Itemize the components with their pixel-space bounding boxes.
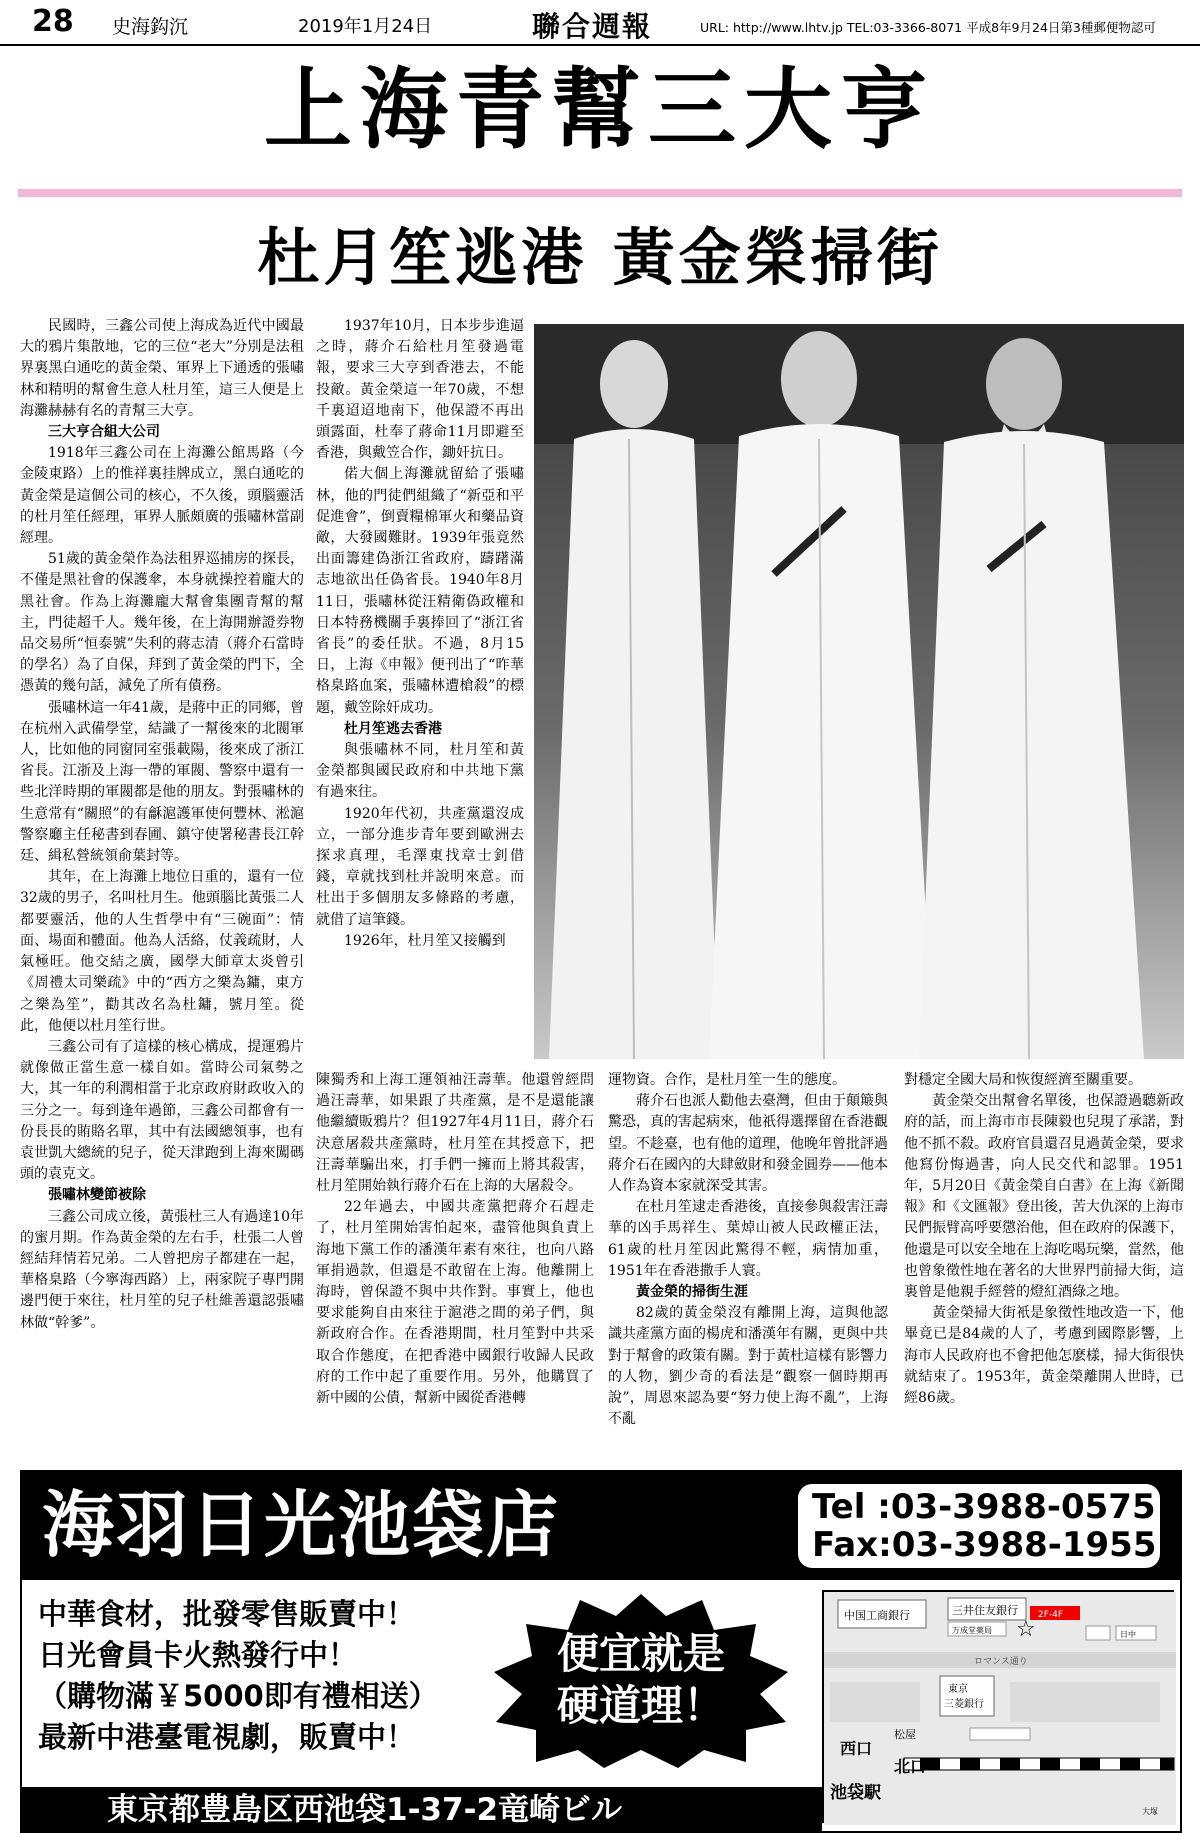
three-men-photo: [534, 324, 1184, 1059]
article-paragraph: 1918年三鑫公司在上海灘公館馬路（今金陵東路）上的惟祥裏挂牌成立，黑白通吃的黃金榮是這個公司的核心，不久後，頭腦靈活的杜月笙任經理，軍界人脈頗廣的張嘯林當副經理。: [20, 445, 304, 547]
article-paragraph: 51歲的黃金榮作為法租界巡捕房的探長，不僅是黑社會的保護傘，本身就操控着龐大的黑社會。作為上海灘龐大幫會集團青幫的幫主，門徒超千人。幾年後，在上海開辦證券物品交易所“恒泰號”失利的蔣志清（蔣介石當時的學名）為了自保，拜到了黃金榮的門下，全憑黃的幾句話，減免了所有債務。: [20, 551, 304, 695]
map-west-exit: 西口: [840, 1739, 873, 1758]
phone-box: [798, 1484, 1160, 1568]
map-matsuya: 松屋: [894, 1728, 916, 1741]
section-heading: 杜月笙逃去香港: [344, 720, 442, 737]
article-paragraph: 三鑫公司成立後，黃張杜三人有過達10年的蜜月期。作為黃金榮的左右手，杜張二人曾經結拜情若兄弟。二人曾把房子都建在一起，華格臬路（今寧海西路）上，兩家院子專門開邊門便于來往，杜月笙的兒子杜維善還認張嘯林做“幹爹”。: [20, 1208, 304, 1331]
article-paragraph: 陳獨秀和上海工運領袖汪壽華。他還曾經問過汪壽華，如果跟了共產黨，是不是還能讓他繼續販鴉片？但1927年4月11日，蔣介石決意屠殺共產黨時，杜月笙在其授意下，把汪壽華騙出來，打手們一擁而上將其殺害，杜月笙開始執行蔣介石在上海的大屠殺令。: [316, 1072, 594, 1195]
article-paragraph: 在杜月笙逮走香港後，直接參與殺害汪壽華的凶手馬祥生、葉焯山被人民政權正法，61歲的杜月笙因此驚得不輕，病情加重，1951年在香港撒手人寰。: [608, 1199, 888, 1279]
map-drawing: [824, 1592, 1176, 1825]
article-paragraph: 黃金榮掃大街衹是象徵性地改造一下，他畢竟已是84歲的人了，考慮到國際影響，上海市人民政府也不會把他怎麽樣，掃大街很快就結束了。1953年，黃金榮離開人世時，已經86歲。: [904, 1305, 1184, 1407]
article-paragraph: 三鑫公司有了這樣的核心構成，提運鴉片就像做正當生意一樣自如。當時公司氣勢之大，其一年的利潤相當于北京政府財政收入的三分之一。每到逢年過節，三鑫公司都會有一份長長的賄賂名單，其中有法國總領事，也有袁世凱大總統的兒子，從天津跑到上海來闖碼頭的袁克文。: [20, 1038, 304, 1183]
article-column-5: [904, 1070, 1184, 1407]
article-paragraph: 1926年，杜月笙又接觸到: [344, 932, 506, 949]
figure-left: [549, 340, 719, 1059]
subheadline: 杜月笙逃港 黃金榮掃街: [257, 221, 943, 294]
map-pharmacy: 万成堂薬局: [952, 1626, 992, 1635]
paper-logo: 聯合週報: [532, 10, 653, 43]
promo-list: [38, 1594, 438, 1758]
tel-number: Tel :03-3988-0575: [812, 1487, 1156, 1527]
masthead: [0, 0, 1200, 46]
map-bank-3-line-1: 東京: [948, 1684, 968, 1695]
page-number: 28: [32, 4, 74, 39]
promo-line: 最新中港臺電視劇，販賣中！: [38, 1720, 416, 1754]
slogan-line-1: 便宜就是: [556, 1629, 725, 1678]
article-paragraph: 黃金榮交出幫會名單後，也保證過聽新政府的話，而上海市市長陳毅也兒現了承諾，對他不抓不殺。政府官員還召見過黃金榮，要求他寫份悔過書，向人民交代和認罪。1951年，5月20日《黃金榮自白書》在上海《新聞報》和《文匯報》登出後，苦大仇深的上海市民們振臂高呼要懲治他，但在政府的保護下，他還是可以安全地在上海吃喝玩樂，當然，他也曾象徵性地在著名的大世界門前掃大街，這裏曾是他親手經營的燈紅酒綠之地。: [904, 1093, 1184, 1301]
contact-line: URL: http://www.lhtv.jp TEL:03-3366-8071 平成8年9月24日第3種郵便物認可: [700, 20, 1156, 35]
pink-divider: [18, 189, 1182, 197]
section-name: 史海鈎沉: [112, 16, 189, 38]
fax-number: Fax:03-3988-1955: [812, 1525, 1157, 1565]
store-map: [822, 1590, 1174, 1823]
shop-address: 東京都豊島区西池袋1-37-2竜崎ビル: [22, 1787, 822, 1833]
map-station: 池袋駅: [830, 1783, 881, 1803]
article-column-1: [20, 316, 304, 1356]
promo-line: 日光會員卡火熱發行中！: [38, 1638, 358, 1672]
article-paragraph: 民國時，三鑫公司使上海成為近代中國最大的鴉片集散地，它的三位“老大”分別是法租界裏黑白通吃的黃金榮、軍界上下通透的張嘯林和精明的幫會生意人杜月笙，這三人便是上海灘赫赫有名的青幫三大亨。: [20, 318, 304, 419]
map-bank-3-line-2: 三菱銀行: [944, 1699, 984, 1710]
historical-photo: [534, 324, 1184, 1059]
ad-banner: [20, 1470, 1182, 1580]
map-bank-2: 三井住友銀行: [952, 1604, 1018, 1617]
map-avenue: 大塚: [1142, 1807, 1158, 1816]
issue-date: 2019年1月24日: [298, 16, 433, 37]
article-paragraph: 其年，在上海灘上地位日重的，還有一位32歲的男子，名叫杜月生。他頭腦比黃張二人都要靈活，他的人生哲學中有“三碗面”：情面、場面和體面。他為人活絡，仗義疏財，人氣極旺。他交結之廣，國學大師章太炎曾引《周禮太司樂疏》中的“西方之樂為鏞，東方之樂為笙”，勸其改名為杜鏞，號月笙。從此，他便以杜月笙行世。: [20, 869, 304, 1034]
headline: 上海青幫三大亨: [263, 58, 936, 161]
promo-line: 中華食材，批發零售販賣中！: [38, 1597, 416, 1631]
slogan-burst: [488, 1594, 794, 1768]
article-paragraph: 1937年10月，日本步步進逼之時，蔣介石給杜月笙發過電報，要求三大亨到香港去，不能投敵。黃金榮這一年70歲，不想千裏迢迢地南下，他保證不再出頭露面，杜奉了蔣命11月即避至香港，與戴笠合作，鋤奸抗日。: [316, 318, 524, 462]
article-column-2: [316, 316, 524, 1073]
article-paragraph: 82歲的黃金榮沒有離開上海，這與他認識共產黨方面的楊虎和潘漢年有關，更與中共對于幫會的政策有關。對于黃杜這樣有影響力的人物，劉少奇的看法是“觀察一個時期再說”，周恩來認為要“努力使上海不亂”，上海不亂: [608, 1305, 888, 1428]
article-column-3: [316, 1070, 594, 1407]
article-paragraph: 運物資。合作，是杜月笙一生的態度。: [608, 1072, 846, 1088]
article-paragraph: 張嘯林這一年41歲，是蔣中正的同鄉，曾在杭州入武備學堂，結識了一幫後來的北閥軍人，比如他的同窗同室張載陽，後來成了浙江省長。江浙及上海一帶的軍閥、警察中還有一些北洋時期的軍閥都是他的朋友。對張嘯林的生意常有“關照”的有龢滬護軍使何豐林、淞滬警察廳主任秘書到春圃、鎮守使署秘書長江幹廷、緝私營統領俞葉封等。: [20, 699, 304, 865]
article-column-4: [608, 1070, 888, 1428]
section-heading: 黃金榮的掃街生涯: [636, 1284, 748, 1301]
map-store-floor: 2F-4F: [1038, 1610, 1064, 1620]
map-small-label: 日中: [1120, 1630, 1136, 1639]
section-heading: 張嘯林變節被除: [48, 1187, 146, 1204]
article-paragraph: 1920年代初，共產黨還沒成立，一部分進步青年要到歐洲去探求真理，毛澤東找章士釗借錢，章就找到杜并說明來意。而杜出于多個朋友多條路的考慮，就借了這筆錢。: [316, 805, 524, 928]
section-heading: 三大亨合組大公司: [48, 424, 160, 441]
promo-line: （購物滿￥5000即有禮相送）: [38, 1679, 438, 1713]
star-icon: ☆: [1016, 1617, 1036, 1642]
article-paragraph: 22年過去，中國共產黨把蔣介石趕走了，杜月笙開始害怕起來，盡管他與負責上海地下黨工作的潘漢年素有來往，也向八路軍捐過款，但還是不敢留在上海。他離開上海時，曾保證不與中共作對。事實上，他也要求能夠自由來往于滬港之間的弟子們，與新政府合作。在香港期間，杜月笙對中共采取合作態度，在把香港中國銀行收歸人民政府的工作中起了重要作用。另外，他購買了新中國的公債，幫新中國從香港轉: [316, 1199, 594, 1407]
map-bank-1: 中国工商銀行: [844, 1609, 910, 1622]
ad-body: [20, 1580, 1182, 1833]
article-paragraph: 偌大個上海灘就留給了張嘯林，他的門徒們組織了“新亞和平促進會”，倒賣糧棉軍火和藥品資敵，大發國難財。1939年張竟然出面籌建偽浙江省政府，躊躇滿志地欲出任偽省長。1940年8月11日，張嘯林從汪精衛偽政權和日本特務機關手裏捧回了“浙江省省長”的委任狀。不過，8月15日，上海《申報》便刊出了“昨華格臬路血案，張嘯林遭槍殺”的標題，戴笠除奸成功。: [316, 466, 524, 716]
shop-name: 海羽日光池袋店: [42, 1483, 561, 1567]
map-street-label: ロマンス通り: [974, 1657, 1028, 1667]
map-north-exit: 北口: [894, 1757, 927, 1776]
article-paragraph: 對穩定全國大局和恢復經濟至關重要。: [904, 1072, 1142, 1088]
advertisement: [0, 1470, 1200, 1833]
article-paragraph: 與張嘯林不同，杜月笙和黃金榮都與國民政府和中共地下黨有過來往。: [316, 742, 524, 801]
slogan-line-2: 硬道理！: [556, 1681, 725, 1730]
article-paragraph: 蔣介石也派人勸他去臺灣，但由于顛簸與驚恐，真的害起病來，他祇得選擇留在香港觀望。不趁臺，也有他的道理，他晚年曾批評過蔣介石在國內的大肆斂財和發金圓券——他本人作為資本家就深受其害。: [608, 1093, 888, 1195]
